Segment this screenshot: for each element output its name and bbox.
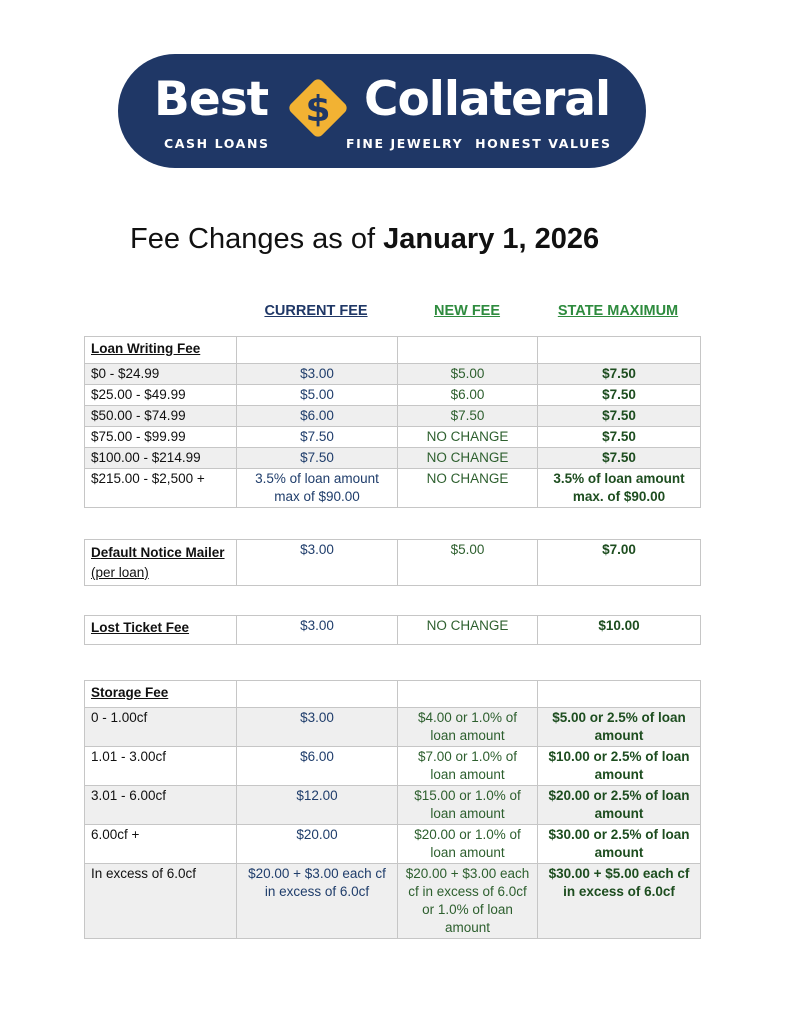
dollar-diamond-icon xyxy=(284,74,352,142)
current-fee-cell: $7.50 xyxy=(237,448,398,469)
state-max-cell: $7.50 xyxy=(538,427,701,448)
column-header-current-fee: CURRENT FEE xyxy=(264,303,368,319)
table-row xyxy=(85,364,701,385)
column-header-state-maximum: STATE MAXIMUM xyxy=(557,303,679,319)
dollar-glyph: $ xyxy=(305,89,331,130)
row-range: 3.01 - 6.00cf xyxy=(85,786,237,825)
new-fee-cell: $15.00 or 1.0% of loan amount xyxy=(398,786,538,825)
table-row xyxy=(85,786,701,825)
default-notice-label xyxy=(85,540,237,586)
table-row xyxy=(85,708,701,747)
lost-ticket-label: Lost Ticket Fee xyxy=(85,616,237,645)
logo-tagline-left: CASH LOANS xyxy=(164,136,270,151)
new-fee-cell: $6.00 xyxy=(398,385,538,406)
new-fee-cell: $7.50 xyxy=(398,406,538,427)
row-range: $50.00 - $74.99 xyxy=(85,406,237,427)
lost-ticket-table xyxy=(84,615,701,645)
new-fee-cell: $5.00 xyxy=(398,364,538,385)
state-max-cell: $7.50 xyxy=(538,448,701,469)
table-row xyxy=(85,540,701,586)
current-fee-cell: $5.00 xyxy=(237,385,398,406)
table-row xyxy=(85,616,701,645)
title-date: January 1, 2026 xyxy=(383,223,600,255)
logo xyxy=(118,54,646,168)
current-fee-cell: $6.00 xyxy=(237,747,398,786)
new-fee-cell: $20.00 or 1.0% of loan amount xyxy=(398,825,538,864)
logo-tagline-right: FINE JEWELRY HONEST VALUES xyxy=(346,136,612,151)
table-row xyxy=(85,747,701,786)
row-range: $215.00 - $2,500 + xyxy=(85,469,237,508)
row-range: $75.00 - $99.99 xyxy=(85,427,237,448)
page-title xyxy=(130,222,599,257)
logo-word-best: Best xyxy=(154,72,269,127)
default-notice-label-suffix: (per loan) xyxy=(91,565,149,580)
row-range: $25.00 - $49.99 xyxy=(85,385,237,406)
table-row xyxy=(85,385,701,406)
new-fee-cell: $4.00 or 1.0% of loan amount xyxy=(398,708,538,747)
state-max-cell: 3.5% of loan amount max. of $90.00 xyxy=(538,469,701,508)
table-row xyxy=(85,825,701,864)
table-row xyxy=(85,406,701,427)
new-fee-cell: $20.00 + $3.00 each cf in excess of 6.0cf or 1.0% of loan amount xyxy=(398,864,538,939)
row-range: In excess of 6.0cf xyxy=(85,864,237,939)
current-fee-cell: 3.5% of loan amount max of $90.00 xyxy=(237,469,398,508)
logo-word-collateral: Collateral xyxy=(364,72,611,127)
current-fee-cell: $3.00 xyxy=(237,616,398,645)
new-fee-cell: NO CHANGE xyxy=(398,616,538,645)
default-notice-label-bold: Default Notice Mailer xyxy=(91,545,225,560)
row-range: 1.01 - 3.00cf xyxy=(85,747,237,786)
table-row xyxy=(85,469,701,508)
current-fee-cell: $20.00 + $3.00 each cf in excess of 6.0cf xyxy=(237,864,398,939)
current-fee-cell: $3.00 xyxy=(237,364,398,385)
row-range: $0 - $24.99 xyxy=(85,364,237,385)
new-fee-cell: $7.00 or 1.0% of loan amount xyxy=(398,747,538,786)
current-fee-cell: $12.00 xyxy=(237,786,398,825)
state-max-cell: $30.00 + $5.00 each cf in excess of 6.0cf xyxy=(538,864,701,939)
section-label: Loan Writing Fee xyxy=(85,337,237,364)
row-range: 6.00cf + xyxy=(85,825,237,864)
table-section-header xyxy=(85,337,701,364)
current-fee-cell: $3.00 xyxy=(237,708,398,747)
state-max-cell: $7.00 xyxy=(538,540,701,586)
storage-fee-table xyxy=(84,680,701,939)
new-fee-cell: NO CHANGE xyxy=(398,469,538,508)
state-max-cell: $20.00 or 2.5% of loan amount xyxy=(538,786,701,825)
state-max-cell: $7.50 xyxy=(538,406,701,427)
table-section-header xyxy=(85,681,701,708)
current-fee-cell: $7.50 xyxy=(237,427,398,448)
table-row xyxy=(85,427,701,448)
state-max-cell: $7.50 xyxy=(538,364,701,385)
current-fee-cell: $6.00 xyxy=(237,406,398,427)
row-range: 0 - 1.00cf xyxy=(85,708,237,747)
state-max-cell: $10.00 or 2.5% of loan amount xyxy=(538,747,701,786)
state-max-cell: $10.00 xyxy=(538,616,701,645)
row-range: $100.00 - $214.99 xyxy=(85,448,237,469)
new-fee-cell: NO CHANGE xyxy=(398,448,538,469)
current-fee-cell: $3.00 xyxy=(237,540,398,586)
new-fee-cell: $5.00 xyxy=(398,540,538,586)
section-label: Storage Fee xyxy=(85,681,237,708)
current-fee-cell: $20.00 xyxy=(237,825,398,864)
table-row xyxy=(85,864,701,939)
new-fee-cell: NO CHANGE xyxy=(398,427,538,448)
loan-writing-fee-table xyxy=(84,336,701,508)
state-max-cell: $30.00 or 2.5% of loan amount xyxy=(538,825,701,864)
state-max-cell: $5.00 or 2.5% of loan amount xyxy=(538,708,701,747)
table-row xyxy=(85,448,701,469)
default-notice-table xyxy=(84,539,701,586)
state-max-cell: $7.50 xyxy=(538,385,701,406)
column-header-new-fee: NEW FEE xyxy=(433,303,501,319)
title-prefix: Fee Changes as of xyxy=(130,223,384,255)
